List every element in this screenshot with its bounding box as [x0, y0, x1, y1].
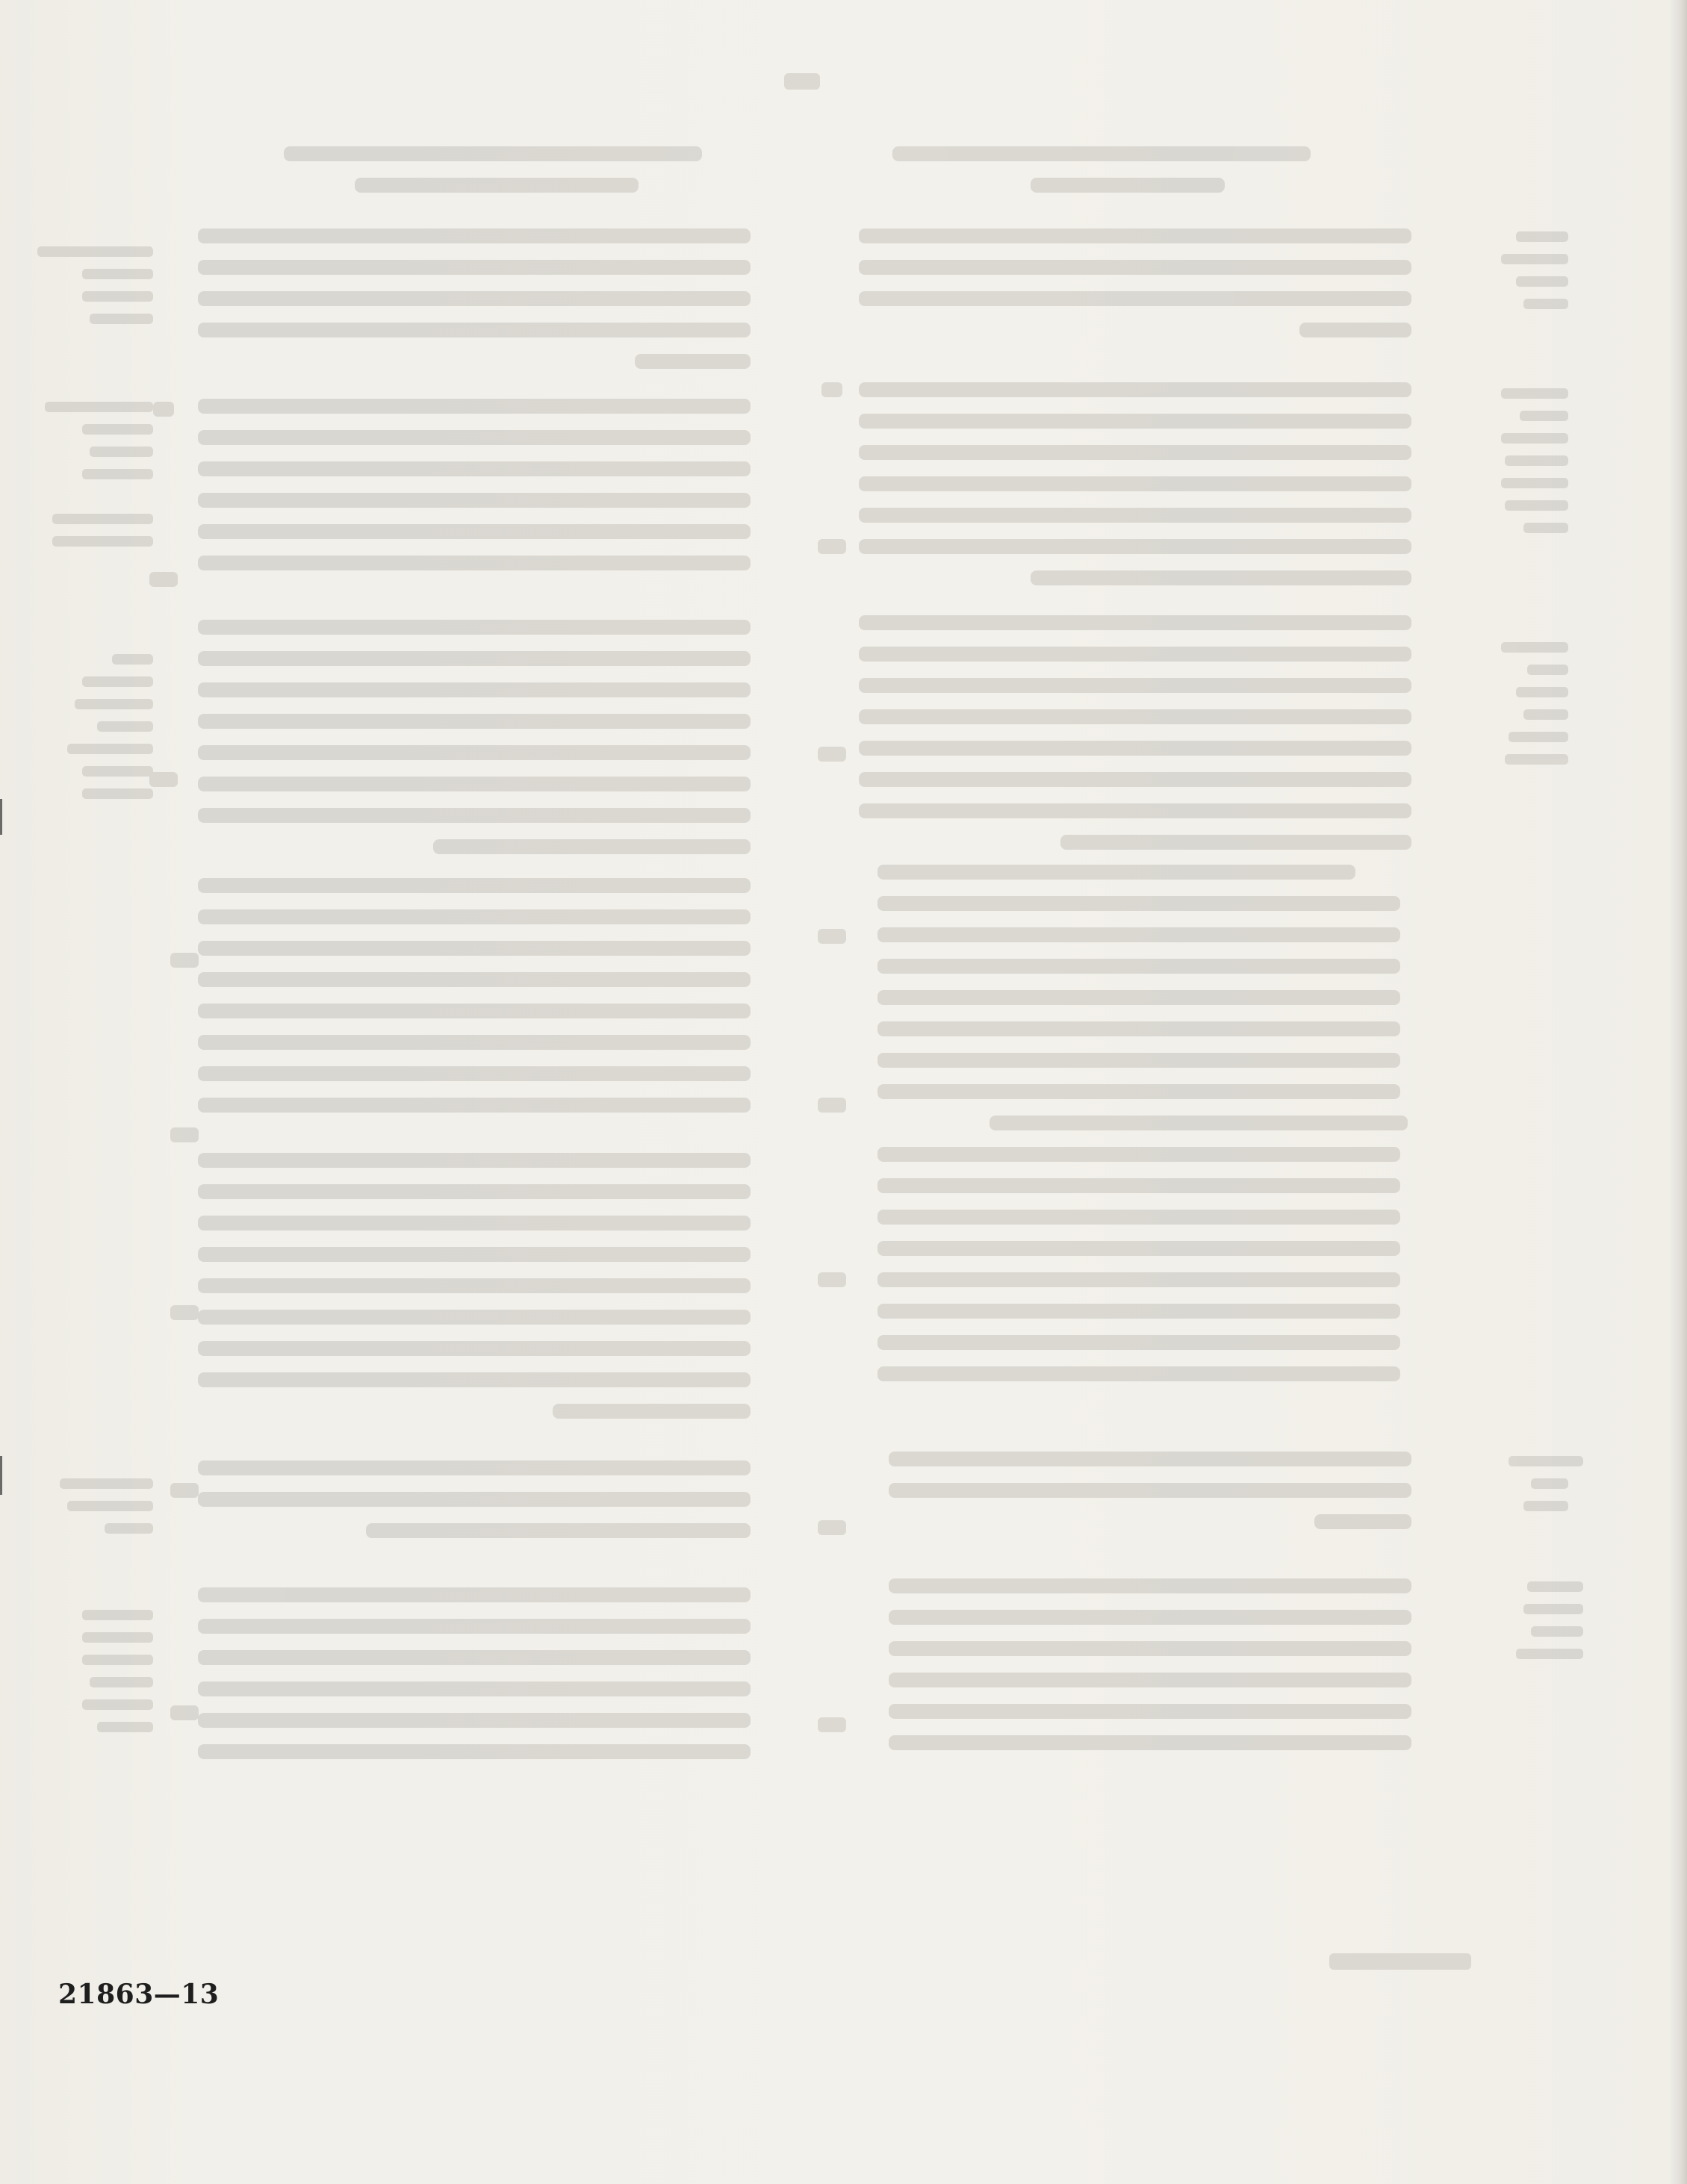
page-code: 21863—13	[58, 1979, 220, 2010]
